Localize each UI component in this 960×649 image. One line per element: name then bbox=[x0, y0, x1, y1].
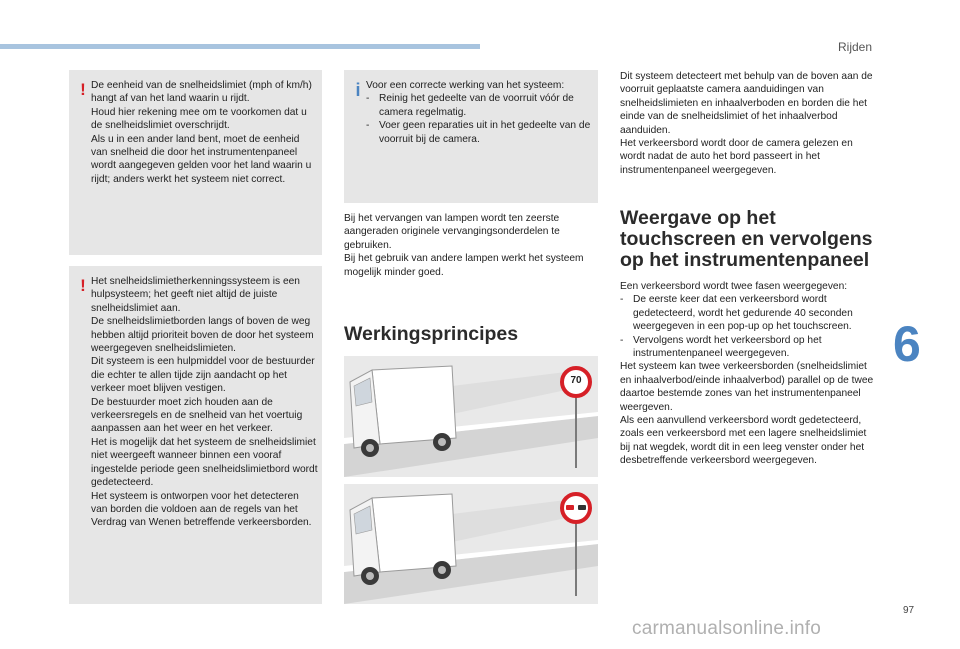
speed-limit-value: 70 bbox=[570, 375, 582, 386]
list-item: - Reinig het gedeelte van de voorruit vóór de camera regelmatig. bbox=[366, 92, 594, 119]
lamp-note bbox=[344, 212, 594, 279]
paragraph: De snelheidslimietborden langs of boven de weg hebben altijd prioriteit boven de door het systeem weergegeven snelheidslimieten. bbox=[91, 316, 314, 355]
paragraph: Dit systeem detecteert met behulp van de boven aan de voorruit geplaatste camera aanduidingen van snelheidslimieten en inhaalverboden en borden die het einde van de snelheidslimiet of het inhaalverbod aanduiden. bbox=[620, 71, 873, 136]
paragraph: De bestuurder moet zich houden aan de verkeersregels en de snelheid van het voertuig aanpassen aan het weer en het verkeer. bbox=[91, 396, 303, 435]
chapter-number: 6 bbox=[893, 316, 921, 372]
warning-text bbox=[91, 275, 318, 530]
paragraph: Bij het vervangen van lampen wordt ten zeerste aangeraden originele vervangingsonderdelen te gebruiken. bbox=[344, 213, 560, 251]
paragraph: Het is mogelijk dat het systeem de snelheidslimiet niet weergeeft wanneer binnen een vooraf ingestelde periode geen snelheidslimietbord wordt gedetecteerd. bbox=[91, 436, 318, 489]
paragraph: Het systeem kan twee verkeersborden (snelheidslimiet en inhaalverbod/einde inhaalverbod) parallel op de twee daartoe bestemde zones van het instrumentenpaneel weergeven. bbox=[620, 361, 874, 413]
heading-principles: Werkingsprincipes bbox=[344, 323, 519, 345]
warning-text bbox=[91, 79, 318, 186]
paragraph: Een verkeersbord wordt twee fasen weergegeven: bbox=[620, 281, 848, 292]
header-accent-bar bbox=[0, 44, 480, 49]
warning-icon: ! bbox=[80, 80, 86, 99]
info-text bbox=[366, 79, 594, 146]
section-title: Rijden bbox=[838, 40, 873, 54]
paragraph: Het snelheidslimietherkenningssysteem is een hulpsysteem; het geeft niet altijd de juiste snelheidslimiet aan. bbox=[91, 276, 300, 314]
page-number: 97 bbox=[903, 605, 915, 616]
list-item: - Vervolgens wordt het verkeersbord op het instrumentenpaneel weergegeven. bbox=[620, 334, 878, 361]
van-speed-sign-drawing bbox=[344, 356, 598, 477]
warning-icon: ! bbox=[80, 276, 86, 295]
paragraph: Als een aanvullend verkeersbord wordt gedetecteerd, zoals een verkeersbord met een lagere snelheidslimiet bij nat wegdek, wordt dit in een leeg venster onder het desbetreffende verkeersbord weergegeven. bbox=[620, 415, 867, 467]
van-overtaking-sign-drawing bbox=[344, 484, 598, 604]
paragraph: De eenheid van de snelheidslimiet (mph of km/h) hangt af van het land waarin u rijdt. bbox=[91, 80, 312, 105]
list-item: - Voer geen reparaties uit in het gedeelte van de voorruit bij de camera. bbox=[366, 119, 594, 146]
paragraph: Bij het gebruik van andere lampen werkt het systeem mogelijk minder goed. bbox=[344, 253, 584, 278]
no-overtaking-sign-icon bbox=[562, 494, 590, 522]
paragraph: Het verkeersbord wordt door de camera gelezen en wordt nadat de auto het bord passeert in het instrumentenpaneel weergegeven. bbox=[620, 138, 853, 176]
info-list bbox=[366, 92, 594, 146]
paragraph: Als u in een ander land bent, moet de eenheid van snelheid die door het instrumentenpaneel wordt aangegeven gelden voor het land waarin u rijdt; anders werkt het systeem niet correct. bbox=[91, 133, 312, 185]
heading-display: Weergave op het touchscreen en vervolgens op het instrumentenpaneel bbox=[620, 207, 873, 271]
paragraph: Houd hier rekening mee om te voorkomen dat u de snelheidslimiet overschrijdt. bbox=[91, 106, 307, 132]
info-intro: Voor een correcte werking van het systeem: bbox=[366, 80, 565, 91]
list-item: - De eerste keer dat een verkeersbord wordt gedetecteerd, wordt het gedurende 40 seconden weergegeven in een pop-up op het touchscreen. bbox=[620, 293, 878, 333]
paragraph: Het systeem is ontworpen voor het detecteren van borden die voldoen aan de regels van het Verdrag van Wenen betreffende verkeersborden. bbox=[91, 490, 312, 529]
right-body bbox=[620, 280, 878, 468]
info-box bbox=[344, 70, 598, 203]
illustration-van-overtaking-sign bbox=[344, 484, 598, 604]
paragraph: Dit systeem is een hulpmiddel voor de bestuurder die echter te allen tijde zijn aandacht op het verkeer moet blijven vestigen. bbox=[91, 356, 315, 395]
phase-list bbox=[620, 293, 878, 360]
warning-box-unit bbox=[69, 70, 322, 255]
right-intro bbox=[620, 70, 875, 177]
illustration-van-speed-sign bbox=[344, 356, 598, 477]
info-icon: i bbox=[355, 80, 361, 100]
watermark: carmanualsonline.info bbox=[632, 618, 822, 639]
warning-box-system bbox=[69, 266, 322, 604]
